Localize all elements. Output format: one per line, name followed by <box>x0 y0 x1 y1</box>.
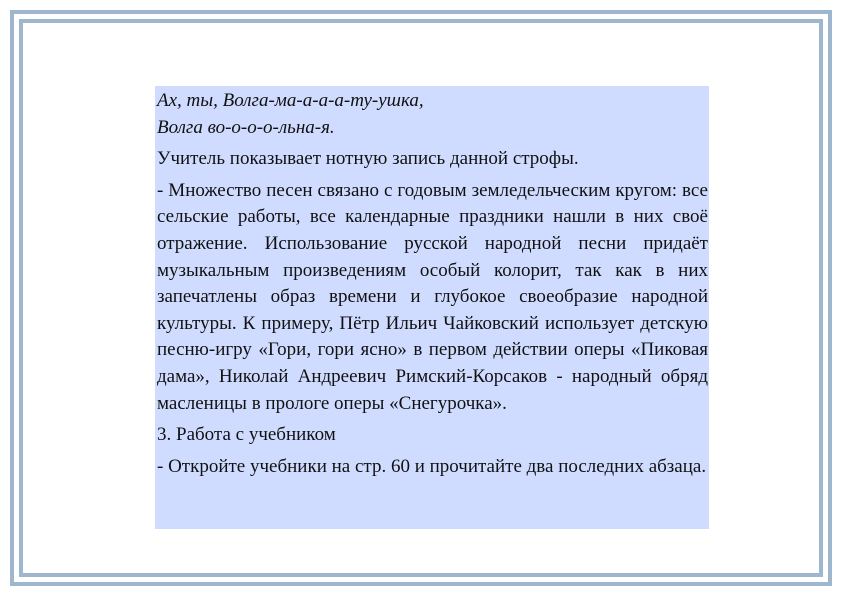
instruction-paragraph: - Откройте учебники на стр. 60 и прочитайте два последних абзаца. <box>157 455 707 477</box>
main-paragraph: - Множество песен связано с годовым земледельческим кругом: все сельские работы, все календарные праздники нашли в них своё отражение. Использование русской народной песни придаёт музыкальным произведениям особый колорит, так как в них запечатлены образ времени и глубокое своеобразие народной культуры. К примеру, Пётр Ильич Чайковский использует детскую песню-игру «Гори, гори ясно» в первом действии оперы «Пиковая дама», Николай Андреевич Римский-Корсаков - народный обряд масленицы в прологе оперы «Снегурочка». <box>157 179 708 414</box>
text-box <box>155 86 709 529</box>
lyric-line-2: Волга во-о-о-о-льна-я. <box>157 116 335 138</box>
step-heading: 3. Работа с учебником <box>157 424 336 446</box>
lyric-line-1: Ах, ты, Волга-ма-а-а-а-ту-ушка, <box>157 90 424 111</box>
teacher-note: Учитель показывает нотную запись данной строфы. <box>157 148 579 170</box>
